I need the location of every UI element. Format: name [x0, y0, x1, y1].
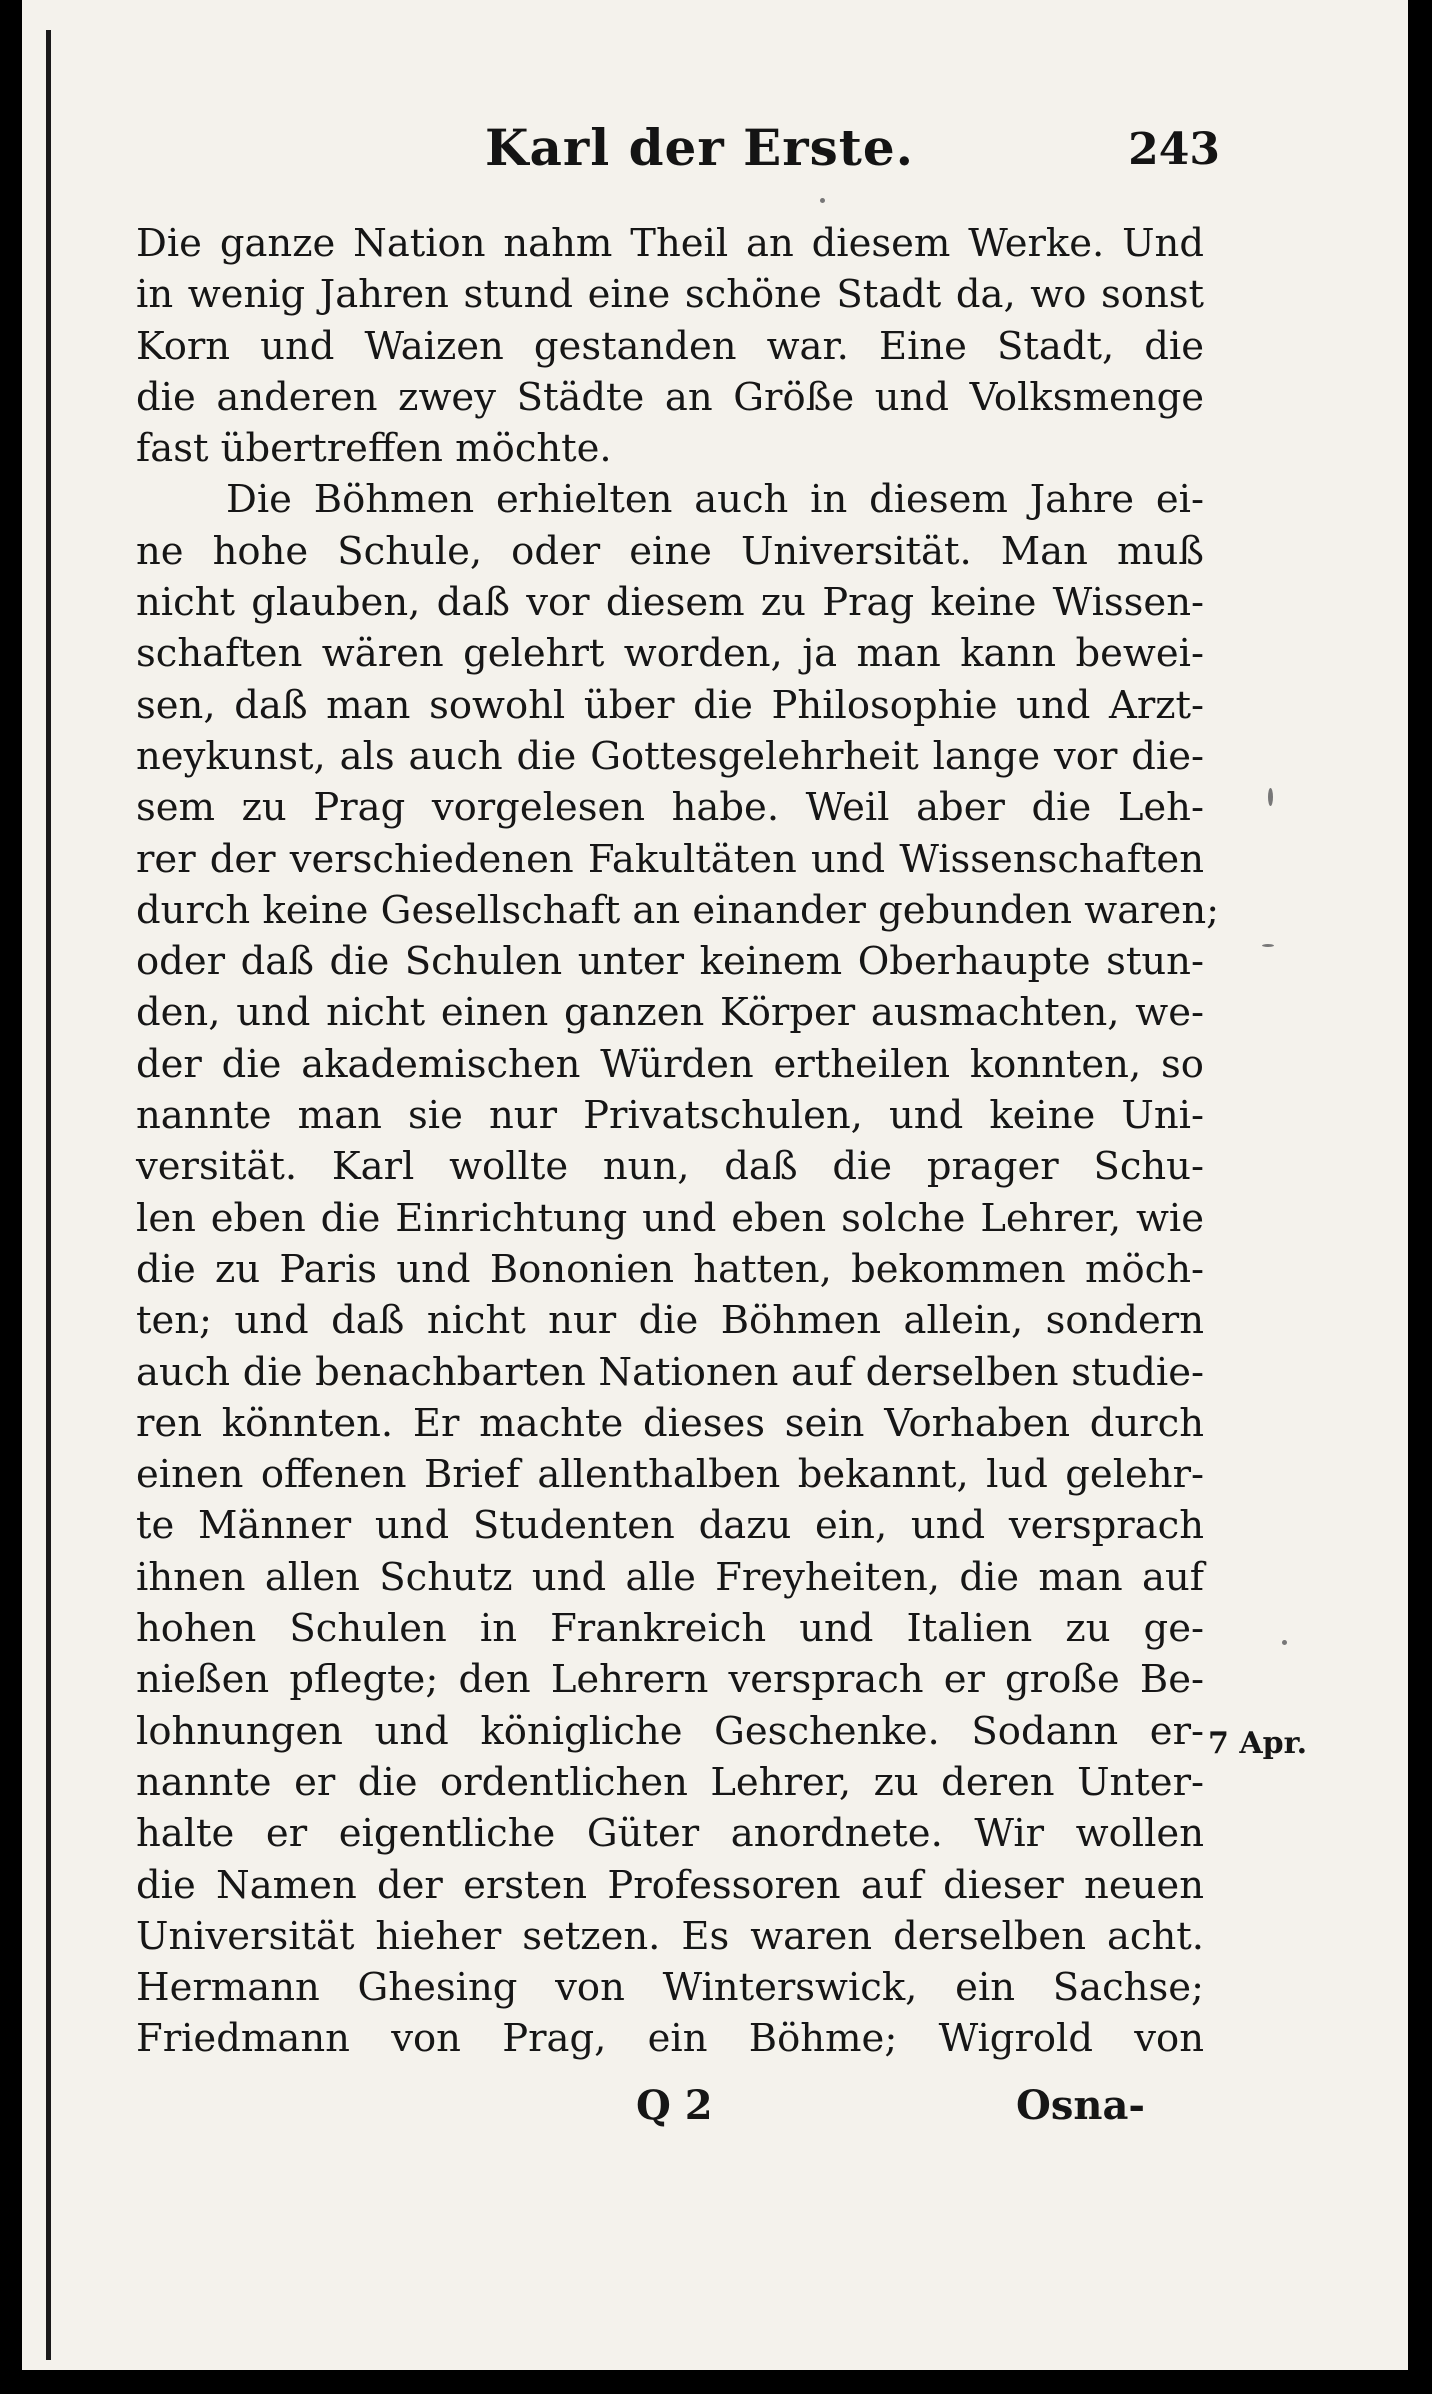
text-line: nießen pflegte; den Lehrern versprach er große Be- — [136, 1657, 1204, 1703]
text-line: die zu Paris und Bononien hatten, bekommen möch- — [136, 1246, 1204, 1292]
text-line: Korn und Waizen gestanden war. Eine Stadt, die — [136, 323, 1204, 369]
text-line: halte er eigentliche Güter anordnete. Wir wollen — [136, 1811, 1204, 1857]
text-line: der die akademischen Würden ertheilen konnten, so — [136, 1041, 1204, 1087]
text-line: durch keine Gesellschaft an einander gebunden waren; — [136, 887, 1220, 933]
text-line: einen offenen Brief allenthalben bekannt, lud gelehr- — [136, 1452, 1204, 1498]
text-line: sem zu Prag vorgelesen habe. Weil aber die Leh- — [136, 785, 1204, 831]
text-line: schaften wären gelehrt worden, ja man kann bewei- — [136, 631, 1204, 677]
text-line: ren könnten. Er machte dieses sein Vorhaben durch — [136, 1400, 1204, 1446]
text-line: sen, daß man sowohl über die Philosophie und Arzt- — [136, 682, 1204, 728]
text-line: die anderen zwey Städte an Größe und Volksmenge — [136, 374, 1204, 420]
text-line: nannte er die ordentlichen Lehrer, zu deren Unter- — [136, 1759, 1204, 1805]
margin-note: 7 Apr. — [1208, 1726, 1308, 1761]
text-line: versität. Karl wollte nun, daß die prager Schu- — [136, 1144, 1204, 1190]
gutter-line — [46, 30, 51, 2360]
text-line: ten; und daß nicht nur die Böhmen allein, sondern — [136, 1298, 1204, 1344]
paper-speck — [1268, 788, 1273, 806]
page-number: 243 — [1128, 124, 1220, 175]
text-line: oder daß die Schulen unter keinem Oberhaupte stun- — [136, 939, 1204, 985]
text-line: den, und nicht einen ganzen Körper ausmachten, we- — [136, 990, 1204, 1036]
page-header — [130, 118, 1220, 188]
text-line: rer der verschiedenen Fakultäten und Wissenschaften — [136, 836, 1204, 882]
text-line: Hermann Ghesing von Winterswick, ein Sachse; — [136, 1965, 1204, 2011]
text-line: nannte man sie nur Privatschulen, und keine Uni- — [136, 1093, 1204, 1139]
paper-speck — [1282, 1640, 1287, 1645]
text-line: ihnen allen Schutz und alle Freyheiten, die man auf — [136, 1554, 1204, 1600]
page-footer — [136, 2082, 1204, 2142]
text-line: neykunst, als auch die Gottesgelehrheit lange vor die- — [136, 733, 1204, 779]
text-line: te Männer und Studenten dazu ein, und versprach — [136, 1503, 1204, 1549]
running-title: Karl der Erste. — [485, 118, 915, 177]
text-line: Friedmann von Prag, ein Böhme; Wigrold von — [136, 2016, 1204, 2062]
text-line: nicht glauben, daß vor diesem zu Prag keine Wissen- — [136, 580, 1204, 626]
scan-bottom-border — [0, 2370, 1432, 2394]
signature-mark: Q 2 — [636, 2082, 713, 2129]
scan-left-border — [0, 0, 22, 2394]
text-line: len eben die Einrichtung und eben solche Lehrer, wie — [136, 1195, 1204, 1241]
text-line: Universität hieher setzen. Es waren derselben acht. — [136, 1913, 1204, 1959]
text-line: Die ganze Nation nahm Theil an diesem Werke. Und — [136, 221, 1204, 266]
text-line: ne hohe Schule, oder eine Universität. Man muß — [136, 528, 1204, 574]
scan-right-border — [1408, 0, 1432, 2394]
text-line: die Namen der ersten Professoren auf dieser neuen — [136, 1862, 1204, 1908]
text-line: hohen Schulen in Frankreich und Italien zu ge- — [136, 1606, 1204, 1652]
body-text — [136, 218, 1220, 2065]
catchword: Osna- — [1016, 2082, 1145, 2129]
text-line: auch die benachbarten Nationen auf derselben studie- — [136, 1349, 1204, 1395]
paper-speck — [820, 198, 825, 203]
text-line: lohnungen und königliche Geschenke. Sodann er- — [136, 1708, 1204, 1754]
paper-speck — [1262, 944, 1274, 947]
text-line: in wenig Jahren stund eine schöne Stadt da, wo sonst — [136, 272, 1204, 318]
text-line: fast übertreffen möchte. — [136, 426, 612, 472]
text-line: Die Böhmen erhielten auch in diesem Jahre ei- — [226, 477, 1204, 523]
